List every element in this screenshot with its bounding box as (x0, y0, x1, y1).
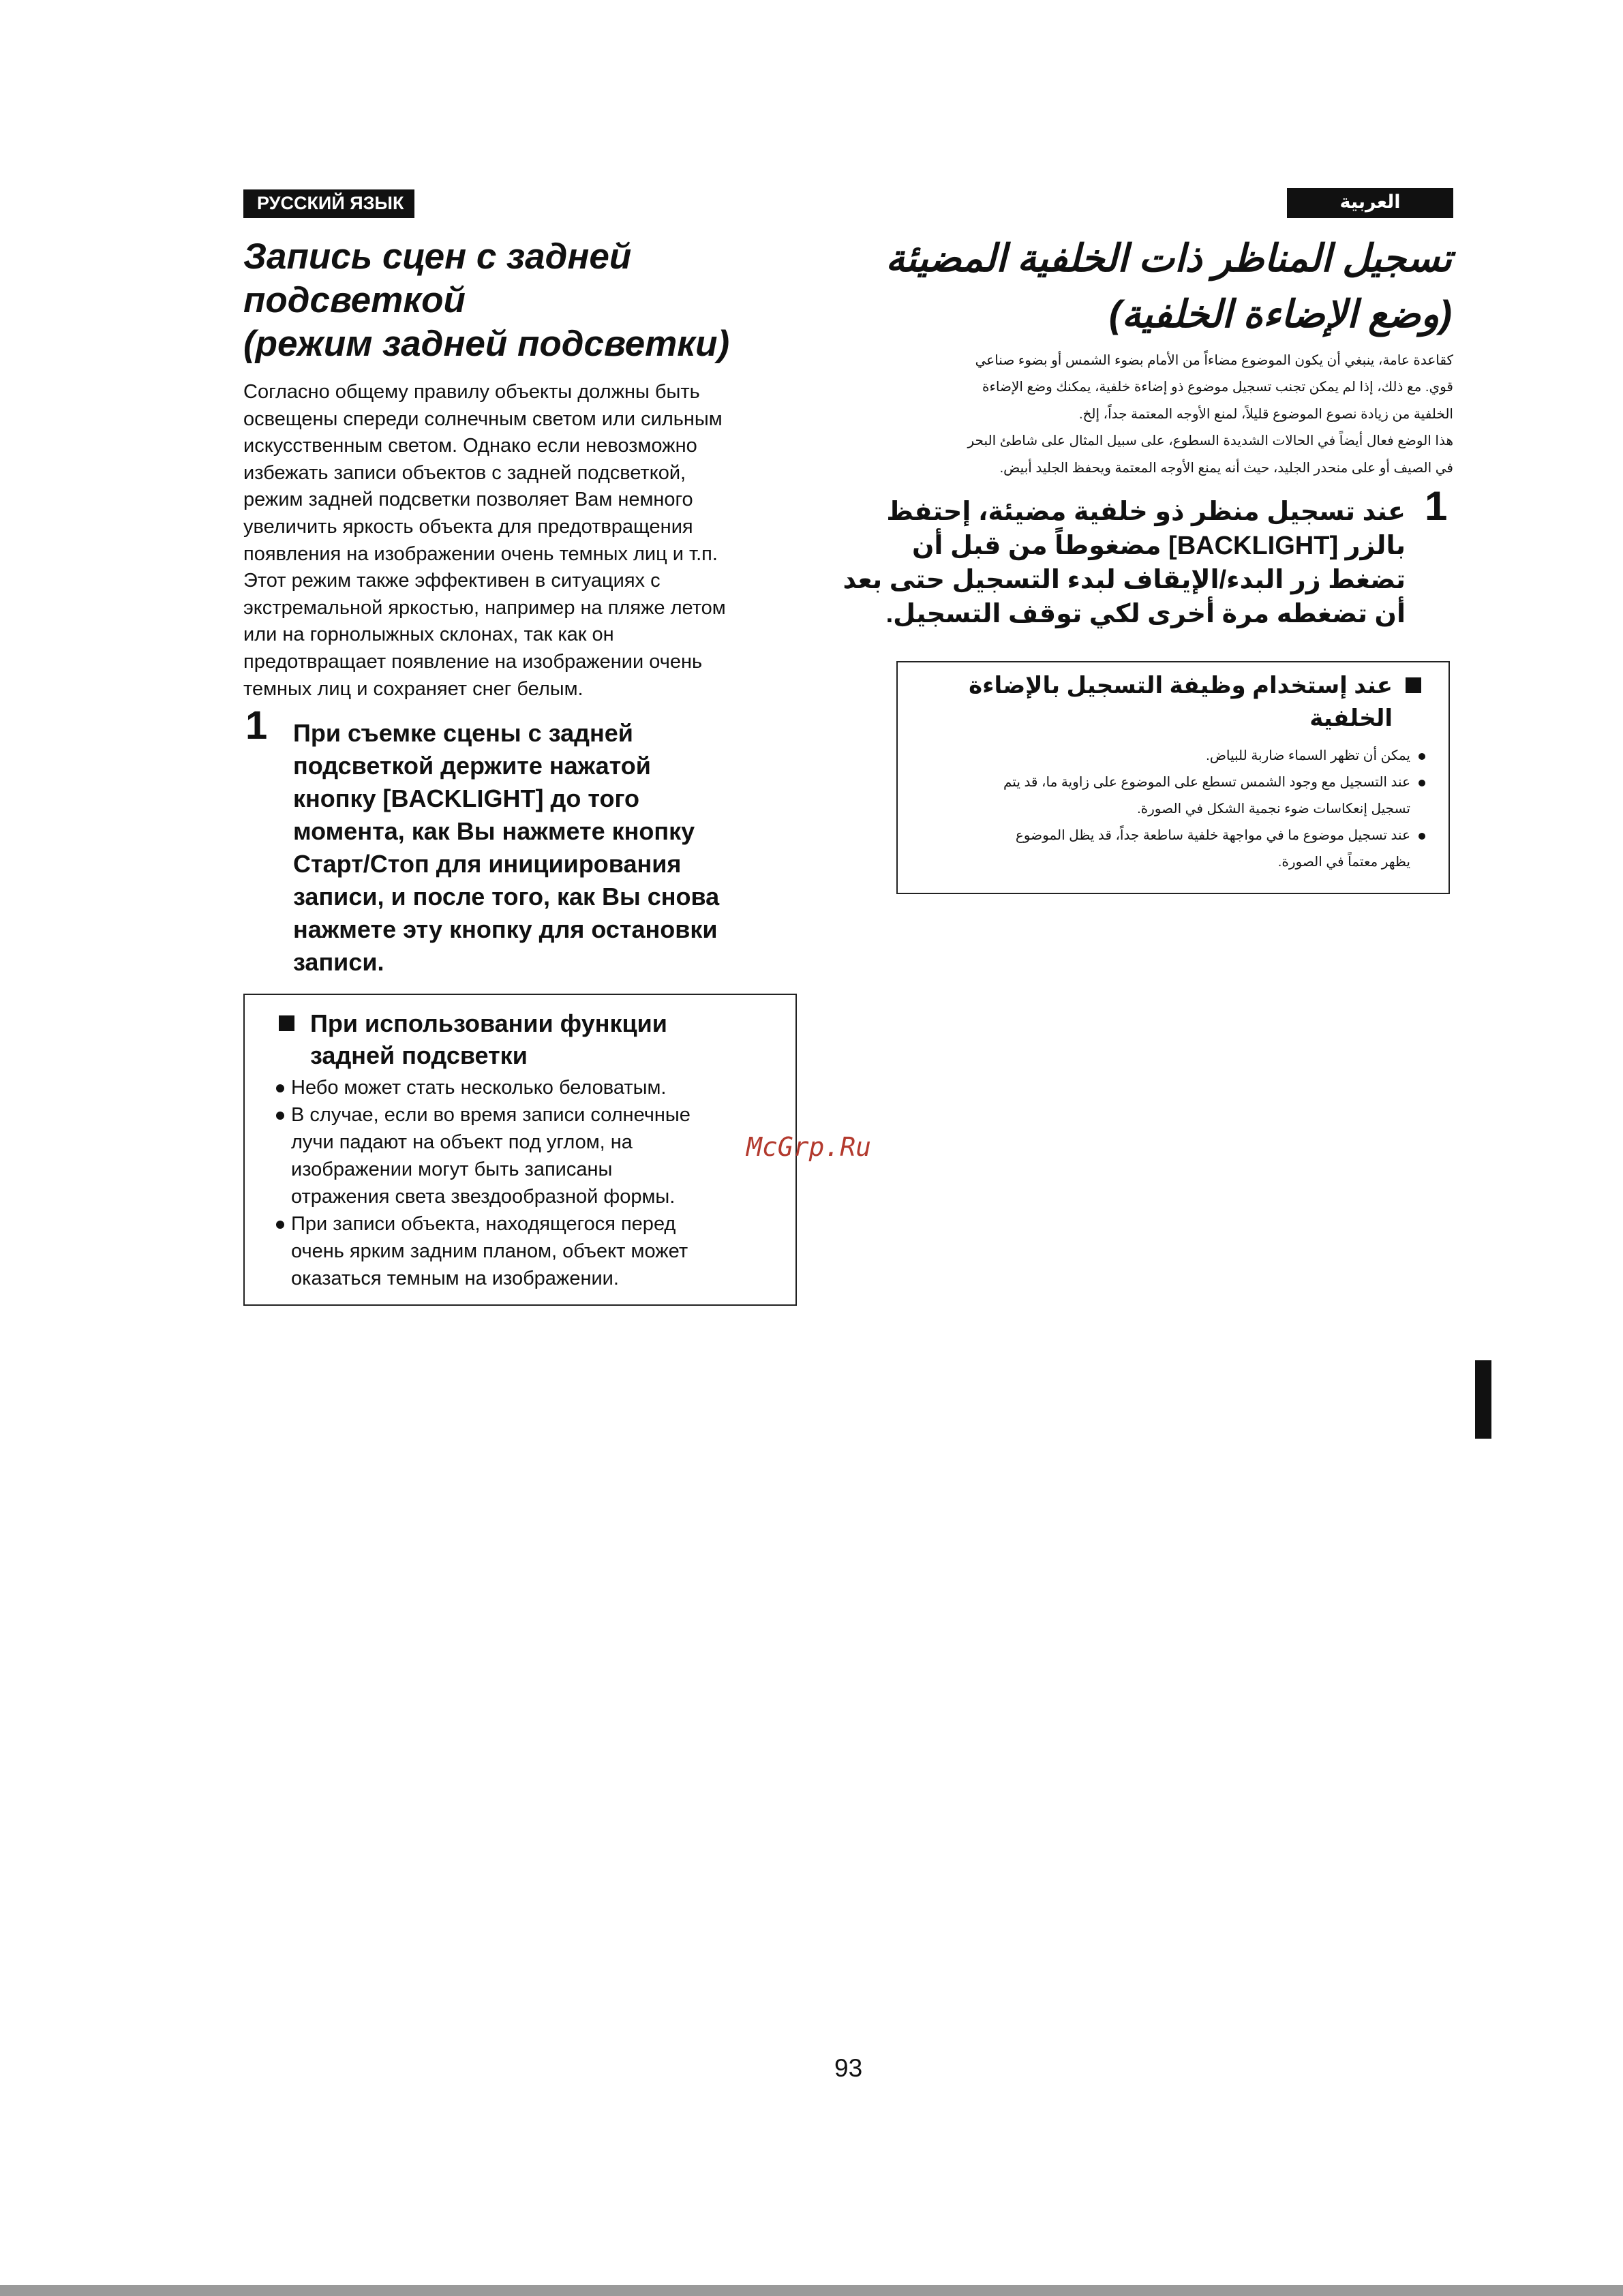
list-item-line: عند تسجيل موضوع ما في مواجهة خلفية ساطعة جداً، قد يظل الموضوع (1015, 828, 1410, 843)
arabic-intro-line: كقاعدة عامة، ينبغي أن يكون الموضوع مضاءاً من الأمام بضوء الشمس أو بضوء صناعي (975, 353, 1453, 368)
russian-notes-box (243, 994, 797, 1306)
arabic-title-line: (وضع الإضاءة الخلفية) (1108, 292, 1452, 335)
russian-title-line: (режим задней подсветки) (243, 324, 730, 364)
bullet-dot-icon (276, 1221, 284, 1229)
bottom-edge-divider (0, 2285, 1623, 2296)
arabic-intro-line: في الصيف أو على منحدر الجليد، حيث أنه يمنع الأوجه المعتمة ويحفظ الجليد أبيض. (999, 460, 1453, 476)
list-item-line: лучи падают на объект под углом, на (291, 1131, 633, 1153)
russian-language-tab: РУССКИЙ ЯЗЫК (243, 189, 414, 218)
arabic-step-line: تضغط زر البدء/الإيقاف لبدء التسجيل حتى بعد (843, 566, 1406, 594)
arabic-step-line: بالزر [BACKLIGHT] مضغوطاً من قبل أن (912, 532, 1406, 560)
arabic-step-line: أن تضغطه مرة أخرى لكي توقف التسجيل. (885, 600, 1406, 628)
arabic-step-instruction (843, 495, 1406, 631)
russian-intro-line: появления на изображении очень темных лиц и т.п. (243, 542, 718, 565)
list-item-line: оказаться темным на изображении. (291, 1268, 619, 1289)
russian-intro-line: Этот режим также эффективен в ситуациях с (243, 570, 661, 592)
russian-intro-line: увеличить яркость объекта для предотвращения (243, 515, 693, 538)
bullet-dot-icon (1419, 780, 1425, 786)
arabic-intro-paragraph (893, 348, 1453, 482)
list-item (910, 743, 1428, 769)
list-item-line: Небо может стать несколько беловатым. (291, 1077, 667, 1099)
russian-step-line: кнопку [BACKLIGHT] до того (293, 784, 639, 812)
russian-notes-list (275, 1074, 691, 1292)
bullet-dot-icon (276, 1112, 284, 1120)
list-item-line: В случае, если во время записи солнечные (291, 1104, 691, 1126)
list-item-line: При записи объекта, находящегося перед (291, 1213, 676, 1235)
arabic-notes-title-line: الخلفية (1309, 705, 1393, 731)
arabic-notes-list (910, 743, 1428, 876)
russian-intro-line: темных лиц и сохраняет снег белым. (243, 677, 583, 700)
watermark: McGrp.Ru (746, 1132, 872, 1162)
russian-intro-line: режим задней подсветки позволяет Вам немного (243, 489, 693, 511)
arabic-language-tab: العربية (1287, 188, 1453, 218)
russian-step-line: Старт/Стоп для инициирования (293, 850, 682, 878)
bullet-dot-icon (1419, 753, 1425, 760)
list-item (910, 823, 1428, 876)
list-item-line: تسجيل إنعكاسات ضوء نجمية الشكل في الصورة. (1137, 801, 1410, 816)
russian-intro-line: Согласно общему правилу объекты должны быть (243, 381, 700, 403)
arabic-intro-line: هذا الوضع فعال أيضاً في الحالات الشديدة السطوع، على سبيل المثال على شاطئ البحر (967, 433, 1453, 449)
russian-step-line: записи. (293, 948, 384, 976)
list-item-line: عند التسجيل مع وجود الشمس تسطع على الموضوع على زاوية ما، قد يتم (1003, 775, 1410, 790)
bullet-dot-icon (276, 1084, 284, 1092)
russian-step-line: записи, и после того, как Вы снова (293, 883, 720, 910)
russian-title (243, 235, 802, 366)
russian-intro-line: освещены спереди солнечным светом или сильным (243, 408, 723, 430)
arabic-intro-line: الخلفية من زيادة نصوع الموضوع قليلاً، لمنع الأوجه المعتمة جداً، إلخ. (1078, 406, 1453, 422)
list-item-line: изображении могут быть записаны (291, 1159, 613, 1180)
russian-step-number: 1 (245, 703, 268, 748)
arabic-title-line: تسجيل المناظر ذات الخلفية المضيئة (885, 236, 1452, 279)
russian-notes-title-line: При использовании функции (310, 1009, 667, 1037)
list-item-line: очень ярким задним планом, объект может (291, 1240, 688, 1262)
bullet-dot-icon (1419, 833, 1425, 840)
russian-intro-line: или на горнолыжных склонах, так как он (243, 624, 614, 646)
russian-step-line: подсветкой держите нажатой (293, 752, 651, 780)
list-item-line: يظهر معتماً في الصورة. (1277, 855, 1410, 870)
list-item-line: يمكن أن تظهر السماء ضاربة للبياض. (1206, 748, 1410, 763)
russian-step-line: При съемке сцены с задней (293, 719, 633, 747)
russian-step-instruction (293, 717, 811, 979)
russian-intro-line: избежать записи объектов с задней подсветкой, (243, 461, 686, 484)
page-edge-tab-marker (1475, 1360, 1491, 1439)
arabic-step-number: 1 (1425, 483, 1448, 529)
arabic-notes-box (896, 661, 1450, 894)
russian-intro-paragraph (243, 379, 789, 703)
list-item (275, 1101, 691, 1210)
list-item-line: отражения света звездообразной формы. (291, 1186, 676, 1208)
russian-intro-line: предотвращает появление на изображении очень (243, 650, 703, 673)
square-bullet-icon (279, 1015, 294, 1031)
arabic-notes-title (929, 669, 1393, 735)
russian-title-line: подсветкой (243, 280, 466, 320)
page-number: 93 (834, 2054, 863, 2082)
russian-intro-line: искусственным светом. Однако если невозможно (243, 435, 697, 457)
arabic-notes-title-line: عند إستخدام وظيفة التسجيل بالإضاءة (969, 673, 1393, 699)
russian-notes-title-line: задней подсветки (310, 1041, 528, 1069)
list-item (275, 1210, 691, 1292)
list-item (910, 769, 1428, 823)
list-item (275, 1074, 691, 1101)
square-bullet-icon (1406, 677, 1421, 693)
russian-step-line: нажмете эту кнопку для остановки (293, 915, 718, 943)
arabic-step-line: عند تسجيل منظر ذو خلفية مضيئة، إحتفظ (886, 498, 1406, 526)
arabic-title (886, 230, 1452, 342)
arabic-intro-line: قوي. مع ذلك، إذا لم يمكن تجنب تسجيل موضوع ذو إضاءة خلفية، يمكنك وضع الإضاءة (982, 380, 1453, 395)
russian-title-line: Запись сцен с задней (243, 236, 632, 277)
russian-notes-title (310, 1007, 667, 1071)
russian-step-line: момента, как Вы нажмете кнопку (293, 817, 695, 845)
russian-intro-line: экстремальной яркостью, например на пляже летом (243, 596, 726, 619)
